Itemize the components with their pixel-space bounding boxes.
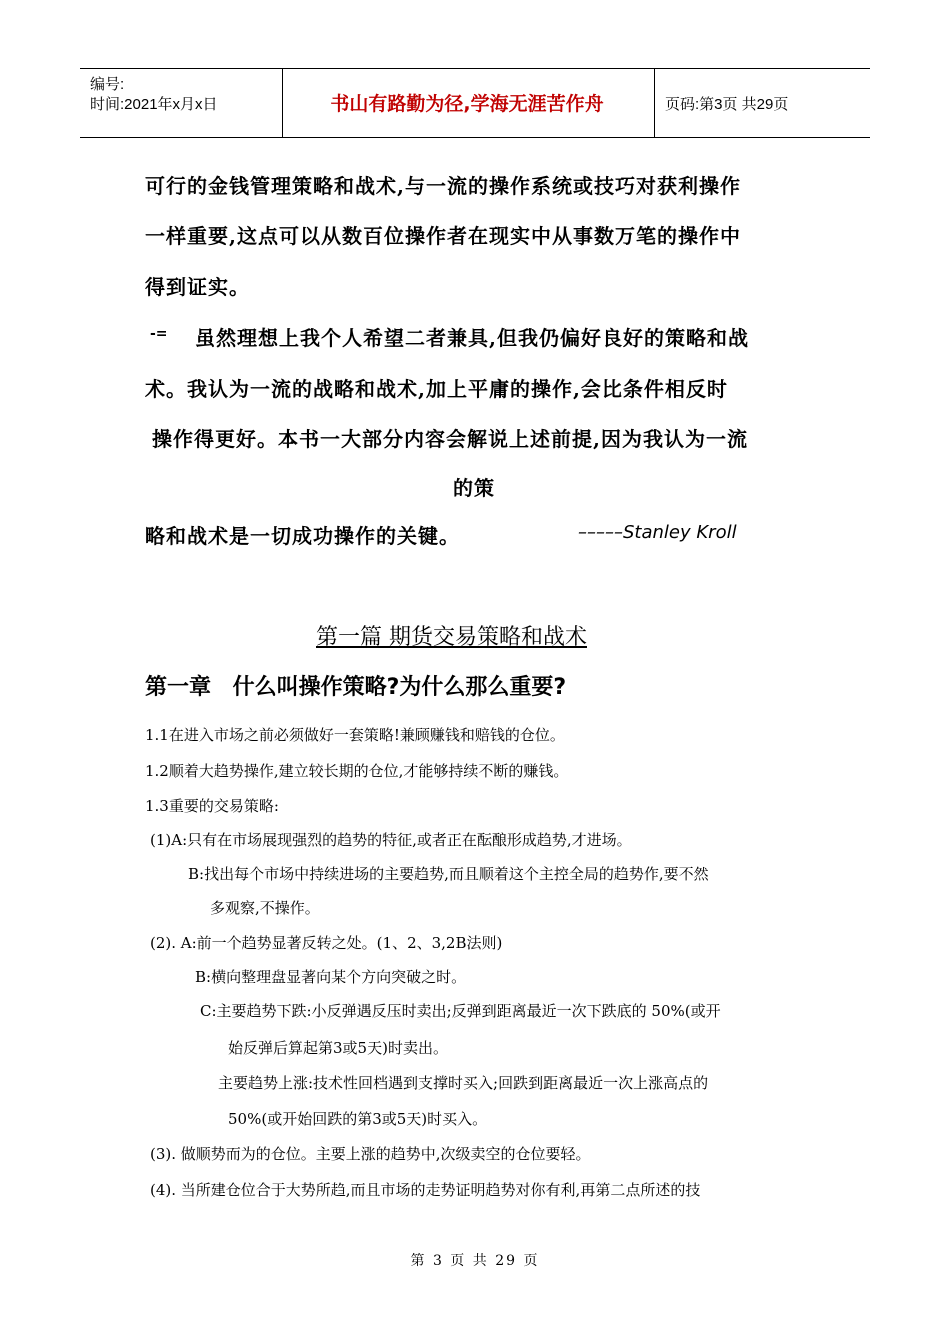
intro-line: 得到证实。 xyxy=(145,275,250,299)
part-title: 第一篇 期货交易策略和战术 xyxy=(316,625,587,650)
section-item: 1.3重要的交易策略: xyxy=(145,797,279,815)
intro-line: 操作得更好。本书一大部分内容会解说上述前提,因为我认为一流 xyxy=(152,427,748,451)
header-table xyxy=(80,68,870,138)
intro-line: 虽然理想上我个人希望二者兼具,但我仍偏好良好的策略和战 xyxy=(195,326,749,350)
section-item: 1.1在进入市场之前必须做好一套策略!兼顾赚钱和赔钱的仓位。 xyxy=(145,726,565,744)
list-item: (4). 当所建仓位合于大势所趋,而且市场的走势证明趋势对你有利,再第二点所述的技 xyxy=(150,1181,701,1199)
bullet-marker: -= xyxy=(150,326,168,342)
list-item: 主要趋势上涨:技术性回档遇到支撑时买入;回跌到距离最近一次上涨高点的 xyxy=(218,1074,709,1092)
time-label: 时间:2021年x月x日 xyxy=(90,96,218,113)
list-item: 始反弹后算起第3或5天)时卖出。 xyxy=(228,1039,448,1057)
list-item: (2). A:前一个趋势显著反转之处。(1、2、3,2B法则) xyxy=(150,934,503,952)
list-item: C:主要趋势下跌:小反弹遇反压时卖出;反弹到距离最近一次下跌底的 50%(或开 xyxy=(200,1002,721,1020)
header-motto: 书山有路勤为径,学海无涯苦作舟 xyxy=(330,93,604,115)
intro-line: 可行的金钱管理策略和战术,与一流的操作系统或技巧对获利操作 xyxy=(145,174,741,198)
list-item: B:横向整理盘显著向某个方向突破之时。 xyxy=(195,968,467,986)
list-item: 50%(或开始回跌的第3或5天)时买入。 xyxy=(228,1110,488,1128)
intro-line: 的策 xyxy=(453,476,495,500)
header-divider xyxy=(654,69,655,137)
intro-line: 术。我认为一流的战略和战术,加上平庸的操作,会比条件相反时 xyxy=(145,377,728,401)
signature: –––––Stanley Kroll xyxy=(578,522,737,543)
intro-line: 一样重要,这点可以从数百位操作者在现实中从事数万笔的操作中 xyxy=(145,224,741,248)
chapter-title: 第一章 什么叫操作策略?为什么那么重要? xyxy=(145,675,567,700)
section-item: 1.2顺着大趋势操作,建立较长期的仓位,才能够持续不断的赚钱。 xyxy=(145,762,569,780)
list-item: (1)A:只有在市场展现强烈的趋势的特征,或者正在酝酿形成趋势,才进场。 xyxy=(150,831,632,849)
page-footer: 第 3 页 共 29 页 xyxy=(410,1253,540,1269)
header-page-info: 页码:第3页 共29页 xyxy=(665,96,789,113)
list-item: (3). 做顺势而为的仓位。主要上涨的趋势中,次级卖空的仓位要轻。 xyxy=(150,1145,591,1163)
number-label: 编号: xyxy=(90,76,125,93)
list-item: 多观察,不操作。 xyxy=(210,899,320,917)
list-item: B:找出每个市场中持续进场的主要趋势,而且顺着这个主控全局的趋势作,要不然 xyxy=(188,865,709,883)
intro-line: 略和战术是一切成功操作的关键。 xyxy=(145,524,460,548)
